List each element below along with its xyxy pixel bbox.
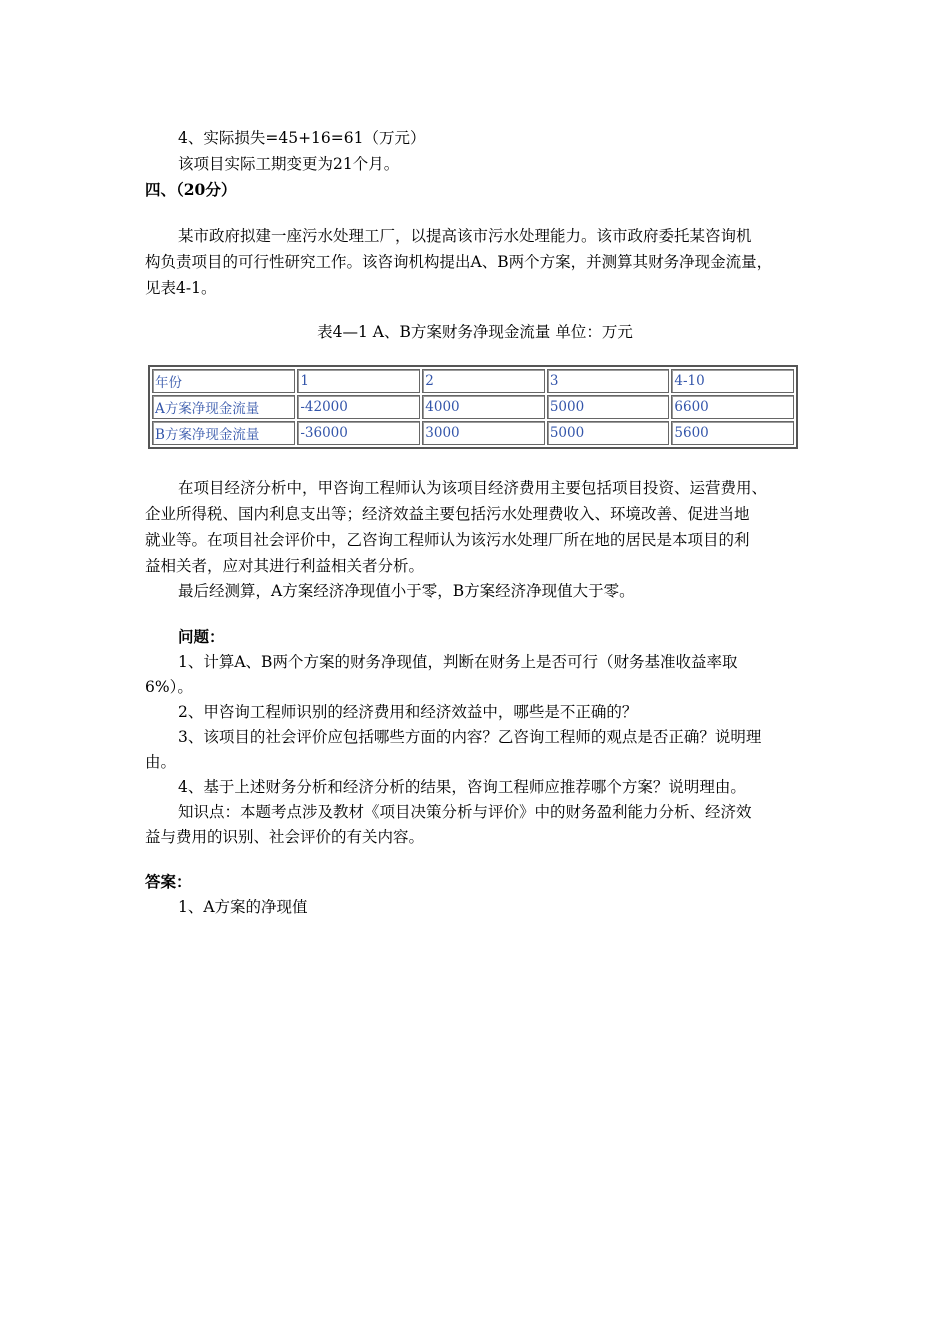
cash-flow-table	[148, 365, 798, 449]
table-cell: 6600	[671, 395, 794, 419]
table-cell: -36000	[297, 421, 420, 445]
question-line-6: 4、基于上述财务分析和经济分析的结果，咨询工程师应推荐哪个方案？说明理由。	[178, 778, 746, 796]
question-line-1: 1、计算A、B两个方案的财务净现值，判断在财务上是否可行（财务基准收益率取	[178, 653, 738, 671]
analysis-line-5: 最后经测算，A方案经济净现值小于零，B方案经济净现值大于零。	[178, 582, 635, 600]
intro-line-2: 构负责项目的可行性研究工作。该咨询机构提出A、B两个方案，并测算其财务净现金流量，	[145, 253, 773, 271]
analysis-line-2: 企业所得税、国内利息支出等；经济效益主要包括污水处理费收入、环境改善、促进当地	[145, 505, 750, 523]
table-cell: 4-10	[671, 369, 794, 393]
table-cell: 3000	[422, 421, 545, 445]
table-cell: 4000	[422, 395, 545, 419]
table-caption: 表4—1 A、B方案财务净现金流量 单位：万元	[317, 323, 633, 341]
questions-heading: 问题：	[178, 627, 225, 646]
loss-line: 4、实际损失=45+16=61（万元）	[178, 129, 426, 147]
question-line-2: 6%）。	[145, 678, 193, 696]
question-line-4: 3、该项目的社会评价应包括哪些方面的内容？乙咨询工程师的观点是否正确？说明理	[178, 728, 762, 746]
table-cell: 年份	[152, 369, 295, 393]
table-row	[152, 395, 794, 419]
analysis-line-1: 在项目经济分析中，甲咨询工程师认为该项目经济费用主要包括项目投资、运营费用、	[178, 479, 768, 497]
knowledge-line-2: 益与费用的识别、社会评价的有关内容。	[145, 828, 425, 846]
table-cell: -42000	[297, 395, 420, 419]
section-heading: 四、（20分）	[145, 180, 237, 199]
table-cell: A方案净现金流量	[152, 395, 295, 419]
intro-line-3: 见表4-1。	[145, 279, 217, 297]
table-cell: 5000	[547, 421, 670, 445]
table-row	[152, 369, 794, 393]
question-line-3: 2、甲咨询工程师识别的经济费用和经济效益中，哪些是不正确的？	[178, 703, 638, 721]
answer-heading: 答案：	[145, 872, 192, 891]
duration-line: 该项目实际工期变更为21个月。	[178, 155, 400, 173]
question-line-5: 由。	[145, 753, 177, 771]
table-cell: 3	[547, 369, 670, 393]
table-cell: 2	[422, 369, 545, 393]
analysis-line-4: 益相关者，应对其进行利益相关者分析。	[145, 557, 425, 575]
table-cell: B方案净现金流量	[152, 421, 295, 445]
intro-line-1: 某市政府拟建一座污水处理工厂，以提高该市污水处理能力。该市政府委托某咨询机	[178, 227, 752, 245]
table-cell: 5600	[671, 421, 794, 445]
analysis-line-3: 就业等。在项目社会评价中，乙咨询工程师认为该污水处理厂所在地的居民是本项目的利	[145, 531, 750, 549]
answer-line-1: 1、A方案的净现值	[178, 898, 308, 916]
table-cell: 1	[297, 369, 420, 393]
knowledge-line-1: 知识点：本题考点涉及教材《项目决策分析与评价》中的财务盈利能力分析、经济效	[178, 803, 752, 821]
table-row	[152, 421, 794, 445]
table-cell: 5000	[547, 395, 670, 419]
